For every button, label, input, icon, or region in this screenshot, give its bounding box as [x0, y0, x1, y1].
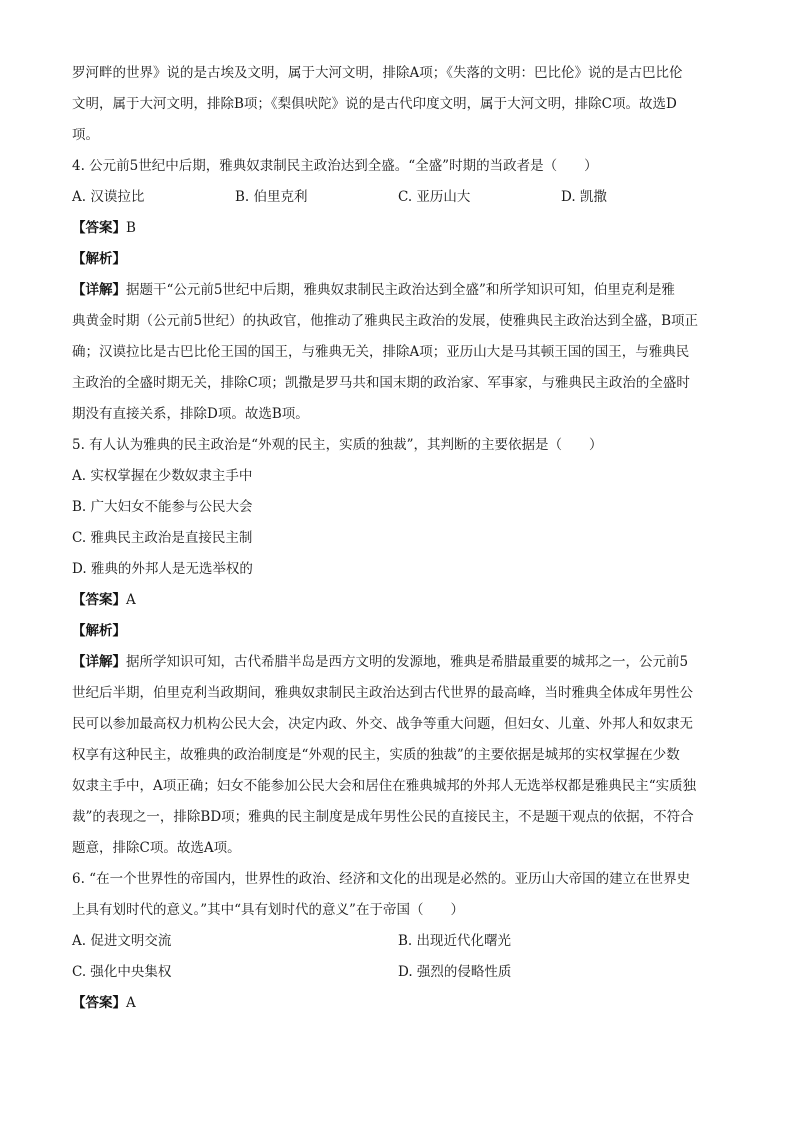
option-d: D. 强烈的侵略性质	[398, 964, 512, 980]
question-6-options-row	[72, 957, 732, 988]
question-6-options-row	[72, 926, 732, 957]
option-b: B. 伯里克利	[235, 189, 308, 205]
question-4-options	[72, 182, 732, 213]
detail-text: 据题干“公元前5世纪中后期，雅典奴隶制民主政治达到全盛”和所学知识可知，伯里克利是雅	[126, 282, 675, 298]
answer-value: B	[126, 220, 136, 236]
analysis-tag: 【解析】	[72, 251, 126, 267]
detail-tag: 【详解】	[72, 282, 126, 298]
question-6-stem: 6. “在一个世界性的帝国内，世界性的政治、经济和文化的出现是必然的。亚历山大帝国的建立在世界史	[72, 871, 691, 887]
option-c: C. 雅典民主政治是直接民主制	[72, 530, 253, 546]
detail-tag: 【详解】	[72, 654, 126, 670]
option-c: C. 强化中央集权	[72, 964, 172, 980]
question-4-detail-line: 主政治的全盛时期无关，排除C项；凯撒是罗马共和国末期的政治家、军事家，与雅典民主政治的全盛时	[72, 375, 690, 391]
question-5-detail-line: 民可以参加最高权力机构公民大会，决定内政、外交、战争等重大问题，但妇女、儿童、外邦人和奴隶无	[72, 716, 693, 732]
question-5-detail-line: 题意，排除C项。故选A项。	[72, 840, 241, 856]
question-6-stem: 上具有划时代的意义。”其中“具有划时代的意义”在于帝国（ ）	[72, 902, 464, 918]
option-a: A. 实权掌握在少数奴隶主手中	[72, 468, 253, 484]
question-6-answer	[72, 988, 732, 1019]
document-page	[72, 58, 732, 1019]
answer-tag: 【答案】	[72, 995, 126, 1011]
question-5-detail-line	[72, 647, 732, 678]
option-a: A. 促进文明交流	[72, 933, 172, 949]
analysis-tag: 【解析】	[72, 623, 126, 639]
answer-value: A	[126, 995, 136, 1011]
question-4-detail-line: 期没有直接关系，排除D项。故选B项。	[72, 406, 309, 422]
option-d: D. 凯撒	[561, 189, 607, 205]
option-d: D. 雅典的外邦人是无选举权的	[72, 561, 253, 577]
question-5-detail-line: 世纪后半期，伯里克利当政期间，雅典奴隶制民主政治达到古代世界的最高峰，当时雅典全体成年男性公	[72, 685, 693, 701]
question-5-detail-line: 奴隶主手中，A项正确；妇女不能参加公民大会和居住在雅典城邦的外邦人无选举权都是雅典民主“实质独	[72, 778, 697, 794]
option-c: C. 亚历山大	[398, 189, 471, 205]
prev-explanation-line: 罗河畔的世界》说的是古埃及文明，属于大河文明，排除A项；《失落的文明：巴比伦》说的是古巴比伦	[72, 65, 683, 81]
option-b: B. 出现近代化曙光	[398, 933, 512, 949]
question-4-detail-line	[72, 275, 732, 306]
answer-tag: 【答案】	[72, 592, 126, 608]
question-4-detail-line: 确；汉谟拉比是古巴比伦王国的国王，与雅典无关，排除A项；亚历山大是马其顿王国的国王，与雅典民	[72, 344, 690, 360]
question-5-detail-line: 裁”的表现之一，排除BD项；雅典的民主制度是成年男性公民的直接民主，不是题干观点的依据，不符合	[72, 809, 694, 825]
answer-value: A	[126, 592, 136, 608]
prev-explanation-line: 项。	[72, 127, 99, 143]
question-5-stem: 5. 有人认为雅典的民主政治是“外观的民主，实质的独裁”，其判断的主要依据是（ ）	[72, 437, 603, 453]
option-a: A. 汉谟拉比	[72, 189, 145, 205]
question-4-answer	[72, 213, 732, 244]
detail-text: 据所学知识可知，古代希腊半岛是西方文明的发源地，雅典是希腊最重要的城邦之一，公元前5	[126, 654, 689, 670]
option-b: B. 广大妇女不能参与公民大会	[72, 499, 253, 515]
question-5-answer	[72, 585, 732, 616]
prev-explanation-line: 文明，属于大河文明，排除B项；《梨俱吠陀》说的是古代印度文明，属于大河文明，排除C项。故选D	[72, 96, 677, 112]
answer-tag: 【答案】	[72, 220, 126, 236]
question-4-detail-line: 典黄金时期（公元前5世纪）的执政官，他推动了雅典民主政治的发展，使雅典民主政治达到全盛，B项正	[72, 313, 699, 329]
question-4-stem: 4. 公元前5世纪中后期，雅典奴隶制民主政治达到全盛。“全盛”时期的当政者是（ ）	[72, 158, 598, 174]
question-5-detail-line: 权享有这种民主，故雅典的政治制度是“外观的民主，实质的独裁”的主要依据是城邦的实权掌握在少数	[72, 747, 680, 763]
